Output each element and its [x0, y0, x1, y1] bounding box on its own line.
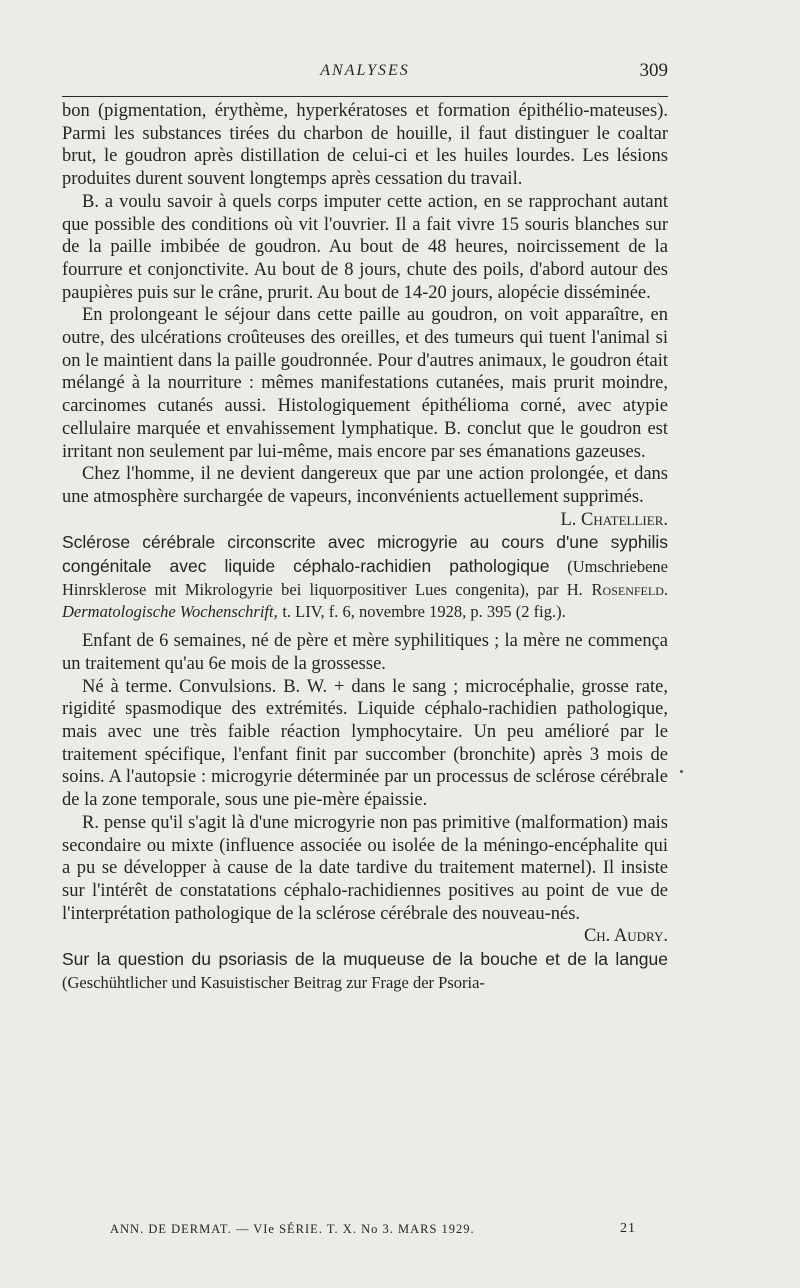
signature-mark: 21 [620, 1221, 636, 1236]
journal-name: Dermatologische Wochenschrift, [62, 602, 278, 622]
paragraph: B. a voulu savoir à quels corps imputer cette action, en se rapprochant autant que possible des conditions où vit l'ouvrier. Il a fait vivre 15 souris blanches sur de la paille imbibée de goudron. Au bout de 48 heures, noircissement de la fourrure et conjonctivite. Au bout de 8 jours, chute des poils, d'abord autour des paupières puis sur le crâne, prurit. Au bout de 14-20 jours, alopécie disséminée. [62, 191, 668, 303]
paragraph: Enfant de 6 semaines, né de père et mère syphilitiques ; la mère ne commença un traitement qu'au 6e mois de la grossesse. [62, 631, 668, 674]
article-heading [62, 948, 668, 994]
running-title: ANALYSES [320, 62, 410, 79]
paragraph: En prolongeant le séjour dans cette paille au goudron, on voit apparaître, en outre, des ulcérations croûteuses des oreilles, et des tumeurs qui tuent l'animal si on le maintient dans la paille goudronnée. Pour d'autres animaux, le goudron était mélangé à la nourriture : mêmes manifestations cutanées, mais prurit moindre, carcinomes cutanés aussi. Histologiquement épithélioma corné, avec atypie cellulaire marquée et envahissement lymphatique. B. conclut que le goudron est irritant non seulement par lui-même, mais encore par ses émanations gazeuses. [62, 305, 668, 462]
article-original-title: (Geschühtlicher und Kasuistischer Beitrag zur Frage der Psoria- [62, 972, 485, 992]
footer-text: ANN. DE DERMAT. — VIe SÉRIE. T. X. No 3. MARS 1929. [110, 1222, 475, 1236]
paragraph: Né à terme. Convulsions. B. W. + dans le sang ; microcéphalie, grosse rate, rigidité spasmodique des extrémités. Liquide céphalo-rachidien pathologique, mais avec une très faible réaction lymphocytaire. Un peu amélioré par le traitement spécifique, l'enfant finit par succomber (bronchite) après 3 mois de soins. A l'autopsie : microgyrie déterminée par un processus de sclérose cérébrale de la zone temporale, sous une pie-mère épaissie. [62, 676, 668, 811]
article-original-title: (Umschriebene Hinrsklerose mit Mikrologyrie bei liquorpositiver Lues congenita), par H. [62, 557, 669, 599]
signature: Ch. Audry. [583, 926, 668, 947]
paragraph [62, 463, 668, 508]
paragraph-text: Chez l'homme, il ne devient dangereux que par une action prolongée, et dans une atmosphère surchargée de vapeurs, inconvénients actuellement supprimés. [62, 464, 668, 507]
article-title: Sclérose cérébrale circonscrite avec microgyrie au cours d'une syphilis congénitale avec liquide céphalo-rachidien pathologique [62, 532, 668, 577]
header-rule [62, 96, 668, 97]
paragraph: R. pense qu'il s'agit là d'une microgyrie non pas primitive (malformation) mais secondaire ou mixte (influence associée ou isolée de la méningo-encéphalite qui a pu se développer à cause de la date tardive du traitement maternel). Il insiste sur l'intérêt de constatations céphalo-rachidiennes positives au point de vue de l'interprétation pathologique de la sclérose cérébrale des nouveau-nés. [62, 812, 668, 924]
margin-dot [680, 770, 683, 773]
page-header [62, 60, 668, 88]
signature: L. Chatellier. [560, 509, 668, 530]
article-author: Rosenfeld. [591, 579, 668, 599]
paragraph: bon (pigmentation, érythème, hyperkératoses et formation épithélio-mateuses). Parmi les substances tirées du charbon de houille, il faut distinguer le coaltar brut, le goudron après distillation de celui-ci et les huiles lourdes. Les lésions produites durent souvent longtemps après cessation du travail. [62, 101, 668, 190]
main-text [62, 100, 668, 994]
article-heading [62, 531, 668, 624]
citation: t. LIV, f. 6, novembre 1928, p. 395 (2 fig.). [282, 602, 566, 622]
article-title: Sur la question du psoriasis de la muqueuse de la bouche et de la langue [62, 949, 668, 970]
page-footer [62, 1222, 668, 1246]
page-number: 309 [639, 60, 668, 81]
